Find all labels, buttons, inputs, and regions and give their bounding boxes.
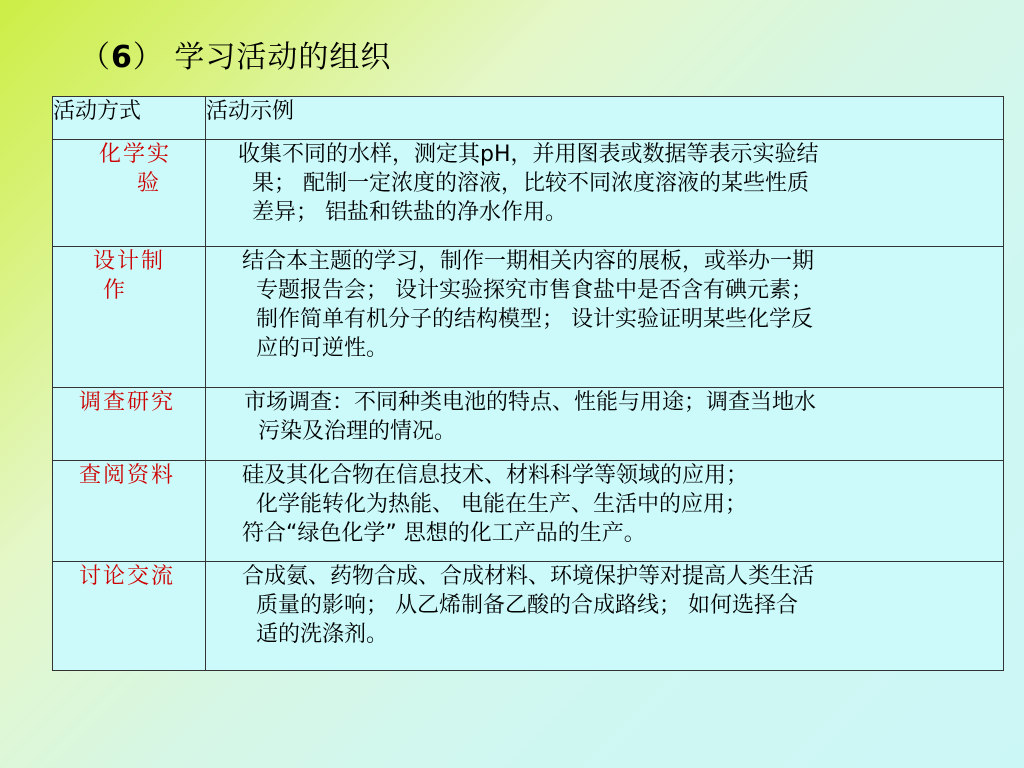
example-line: 质量的影响； 从乙烯制备乙酸的合成路线； 如何选择合 — [256, 593, 798, 618]
method-line: 查阅资料 — [79, 463, 176, 488]
example-cell — [206, 247, 1004, 388]
example-line: 结合本主题的学习，制作一期相关内容的展板，或举办一期 — [242, 249, 815, 274]
table-row — [53, 140, 1004, 247]
example-line: 符合“绿色化学” 思想的化工产品的生产。 — [242, 521, 646, 546]
method-line: 作 — [103, 278, 128, 303]
method-line: 讨论交流 — [79, 564, 176, 589]
example-line: 差异； 铝盐和铁盐的净水作用。 — [252, 200, 567, 225]
page-title — [80, 32, 391, 76]
example-line: 应的可逆性。 — [256, 336, 389, 361]
activity-table — [52, 96, 1004, 671]
method-cell — [53, 388, 206, 461]
table-row — [53, 562, 1004, 671]
table-row — [53, 247, 1004, 388]
example-cell — [206, 461, 1004, 562]
table-row — [53, 461, 1004, 562]
example-cell — [206, 562, 1004, 671]
example-line: 污染及治理的情况。 — [258, 419, 457, 444]
table-header-row — [53, 97, 1004, 140]
method-cell — [53, 461, 206, 562]
example-line: 合成氨、药物合成、合成材料、环境保护等对提高人类生活 — [242, 564, 815, 589]
example-line: 适的洗涤剂。 — [256, 622, 389, 647]
method-cell — [53, 562, 206, 671]
table-row — [53, 388, 1004, 461]
title-number: 6 — [111, 40, 133, 75]
header-method: 活动方式 — [53, 97, 206, 140]
method-cell — [53, 247, 206, 388]
example-line: 制作简单有机分子的结构模型； 设计实验证明某些化学反 — [256, 307, 813, 332]
header-example: 活动示例 — [206, 97, 1004, 140]
method-line: 化学实 — [99, 142, 172, 167]
example-cell — [206, 140, 1004, 247]
example-line: 专题报告会； 设计实验探究市售食盐中是否含有碘元素； — [256, 278, 813, 303]
title-prefix: （ — [80, 40, 111, 75]
example-line: 市场调查：不同种类电池的特点、性能与用途；调查当地水 — [244, 390, 817, 415]
example-line: 果； 配制一定浓度的溶液，比较不同浓度溶液的某些性质 — [252, 171, 809, 196]
method-cell — [53, 140, 206, 247]
title-text: ） 学习活动的组织 — [132, 40, 392, 75]
method-line: 设计制 — [93, 249, 166, 274]
method-line: 调查研究 — [79, 390, 176, 415]
example-line: 化学能转化为热能、 电能在生产、生活中的应用； — [256, 492, 747, 517]
example-cell — [206, 388, 1004, 461]
method-line: 验 — [137, 171, 162, 196]
example-line: 硅及其化合物在信息技术、材料科学等领域的应用； — [242, 463, 749, 488]
example-line: 收集不同的水样，测定其pH，并用图表或数据等表示实验结 — [238, 142, 819, 167]
